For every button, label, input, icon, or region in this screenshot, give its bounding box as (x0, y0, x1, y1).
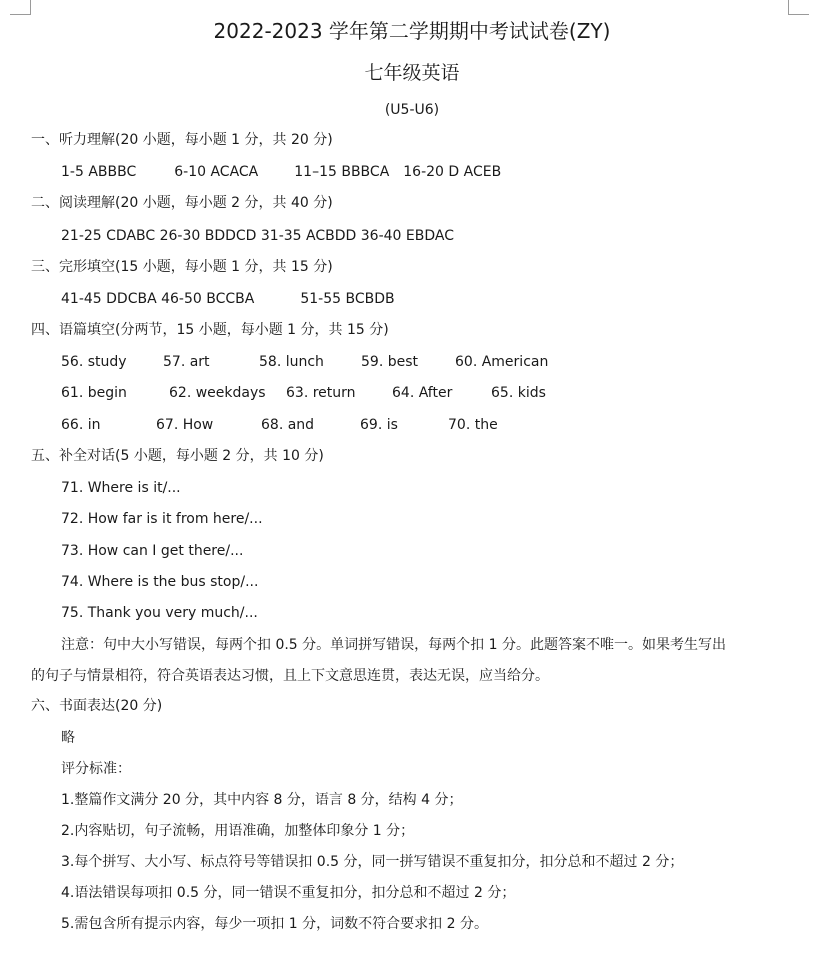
scoring-criterion: 4.语法错误每项扣 0.5 分，同一错误不重复扣分，扣分总和不超过 2 分； (61, 885, 516, 901)
answer-item: 63. return (286, 385, 356, 401)
document-title: 2022-2023 学年第二学期期中考试试卷(ZY) (213, 19, 611, 43)
answer-group: 41-45 DDCBA 46-50 BCCBA (61, 291, 255, 307)
answer-item: 60. American (455, 354, 549, 370)
scoring-criterion: 2.内容贴切，句子流畅，用语准确，加整体印象分 1 分； (61, 823, 415, 839)
answer-item: 69. is (360, 417, 398, 433)
section-1-heading: 一、听力理解(20 小题，每小题 1 分，共 20 分) (31, 132, 333, 148)
answer-item: 66. in (61, 417, 101, 433)
section-2-heading: 二、阅读理解(20 小题，每小题 2 分，共 40 分) (31, 195, 333, 211)
answer-group: 6-10 ACACA (174, 164, 259, 180)
section-3-heading: 三、完形填空(15 小题，每小题 1 分，共 15 分) (31, 259, 333, 275)
section-5-heading: 五、补全对话(5 小题，每小题 2 分，共 10 分) (31, 448, 324, 464)
page-corner-mark-top-right (788, 0, 809, 15)
answer-item: 68. and (261, 417, 315, 433)
scoring-criterion: 5.需包含所有提示内容，每少一项扣 1 分，词数不符合要求扣 2 分。 (61, 916, 488, 932)
unit-range: (U5-U6) (384, 102, 440, 118)
scoring-note-line-1: 注意：句中大小写错误，每两个扣 0.5 分。单词拼写错误，每两个扣 1 分。此题答案不唯一。如果考生写出 (61, 637, 726, 653)
answer-item: 59. best (361, 354, 418, 370)
answer-item: 70. the (448, 417, 498, 433)
page-corner-mark-top-left (10, 0, 31, 15)
writing-answer-omitted: 略 (61, 730, 75, 746)
scoring-criteria-label: 评分标准： (61, 761, 131, 777)
scoring-note-line-2: 的句子与情景相符，符合英语表达习惯，且上下文意思连贯，表达无误，应当给分。 (31, 668, 549, 684)
section-3-answers (61, 289, 395, 309)
dialogue-answer: 73. How can I get there/... (61, 543, 244, 559)
dialogue-answer: 71. Where is it/... (61, 480, 181, 496)
answer-item: 67. How (156, 417, 214, 433)
answer-item: 61. begin (61, 385, 127, 401)
dialogue-answer: 74. Where is the bus stop/... (61, 574, 259, 590)
answer-group: 1-5 ABBBC (61, 164, 137, 180)
answer-item: 65. kids (491, 385, 546, 401)
dialogue-answer: 72. How far is it from here/... (61, 511, 263, 527)
dialogue-answer: 75. Thank you very much/... (61, 605, 258, 621)
section-6-heading: 六、书面表达(20 分) (31, 698, 163, 714)
answer-item: 57. art (163, 354, 210, 370)
section-2-answers: 21-25 CDABC 26-30 BDDCD 31-35 ACBDD 36-40 EBDAC (61, 228, 454, 244)
answer-item: 58. lunch (259, 354, 324, 370)
scoring-criterion: 1.整篇作文满分 20 分，其中内容 8 分，语言 8 分，结构 4 分； (61, 792, 463, 808)
answer-item: 64. After (392, 385, 453, 401)
section-4-heading: 四、语篇填空(分两节，15 小题，每小题 1 分，共 15 分) (31, 322, 389, 338)
document-subtitle: 七年级英语 (364, 62, 460, 84)
answer-group: 16-20 D ACEB (403, 164, 502, 180)
answer-group: 11–15 BBBCA (294, 164, 390, 180)
scoring-criterion: 3.每个拼写、大小写、标点符号等错误扣 0.5 分，同一拼写错误不重复扣分，扣分总和不超过 2 分； (61, 854, 684, 870)
answer-item: 56. study (61, 354, 127, 370)
answer-group: 51-55 BCBDB (300, 291, 395, 307)
answer-item: 62. weekdays (169, 385, 266, 401)
section-1-answers (61, 162, 501, 182)
